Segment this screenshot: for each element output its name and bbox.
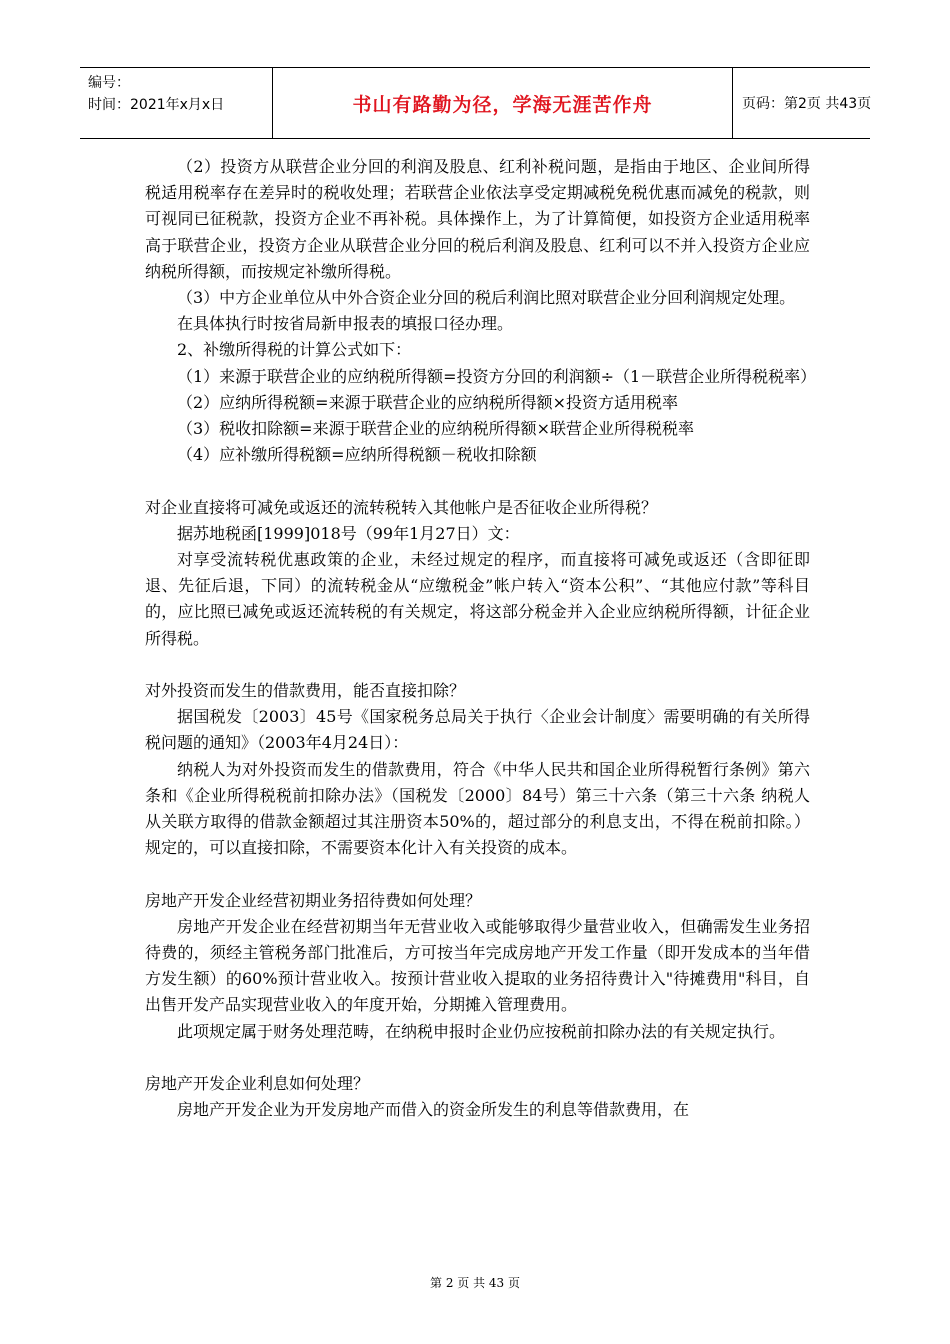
formula-line: （2）应纳所得税额=来源于联营企业的应纳税所得额×投资方适用税率 — [177, 392, 678, 412]
page-header — [80, 67, 870, 139]
header-meta-cell — [80, 68, 273, 138]
document-body — [145, 154, 817, 1123]
header-page-info: 页码：第2页 共43页 — [742, 96, 872, 112]
formula-line: （4）应补缴所得税额=应纳所得税额－税收扣除额 — [177, 445, 537, 465]
paragraph: 对享受流转税优惠政策的企业，未经过规定的程序，而直接将可减免或返还（含即征即退、先征后退，下同）的流转税金从“应缴税金”帐户转入“资本公积”、“其他应付款”等科目的，应比照已减免或返还流转税的有关规定，将这部分税金并入企业应纳税所得额，计征企业所得税。 — [145, 550, 810, 648]
paragraph: 2、补缴所得税的计算公式如下： — [177, 340, 412, 360]
paragraph: 在具体执行时按省局新申报表的填报口径办理。 — [177, 314, 514, 334]
question-heading: 对企业直接将可减免或返还的流转税转入其他帐户是否征收企业所得税？ — [145, 497, 658, 517]
formula-line: （3）税收扣除额=来源于联营企业的应纳税所得额×联营企业所得税税率 — [177, 419, 694, 439]
paragraph: 纳税人为对外投资而发生的借款费用，符合《中华人民共和国企业所得税暂行条例》第六条和《企业所得税税前扣除办法》（国税发〔2000〕84号）第三十六条（第三十六条 纳税人从关联方取得的借款金额超过其注册资本50%的，超过部分的利息支出，不得在税前扣除。）规定的，可以直接扣除，不需要资本化计入有关投资的成本。 — [145, 759, 810, 858]
question-heading: 房地产开发企业经营初期业务招待费如何处理？ — [145, 890, 482, 910]
doc-date-label: 时间：2021年x月x日 — [88, 97, 225, 113]
paragraph: （3）中方企业单位从中外合资企业分回的税后利润比照对联营企业分回利润规定处理。 — [177, 288, 796, 308]
header-motto: 书山有路勤为径，学海无涯苦作舟 — [273, 68, 733, 138]
paragraph: 此项规定属于财务处理范畴，在纳税申报时企业仍应按税前扣除办法的有关规定执行。 — [177, 1021, 786, 1041]
paragraph: （2）投资方从联营企业分回的利润及股息、红利补税问题，是指由于地区、企业间所得税适用税率存在差异时的税收处理；若联营企业依法享受定期减税免税优惠而减免的税款，则可视同已征税款，投资方企业不再补税。具体操作上，为了计算简便，如投资方企业适用税率高于联营企业，投资方企业从联营企业分回的税后利润及股息、红利可以不并入投资方企业应纳税所得额，而按规定补缴所得税。 — [145, 157, 810, 281]
formula-line: （1）来源于联营企业的应纳税所得额=投资方分回的利润额÷（1－联营企业所得税税率） — [177, 366, 817, 386]
paragraph: 据苏地税函[1999]018号（99年1月27日）文： — [177, 523, 520, 543]
paragraph: 据国税发〔2003〕45号《国家税务总局关于执行〈企业会计制度〉需要明确的有关所得税问题的通知》（2003年4月24日）： — [145, 707, 810, 753]
question-heading: 房地产开发企业利息如何处理？ — [145, 1074, 370, 1094]
doc-number-label: 编号： — [88, 75, 130, 91]
question-heading: 对外投资而发生的借款费用，能否直接扣除？ — [145, 681, 466, 701]
paragraph: 房地产开发企业在经营初期当年无营业收入或能够取得少量营业收入，但确需发生业务招待费的，须经主管税务部门批准后，方可按当年完成房地产开发工作量（即开发成本的当年借方发生额）的60%预计营业收入。按预计营业收入提取的业务招待费计入"待摊费用"科目，自出售开发产品实现营业收入的年度开始，分期摊入管理费用。 — [145, 916, 810, 1015]
paragraph: 房地产开发企业为开发房地产而借入的资金所发生的利息等借款费用，在 — [177, 1100, 690, 1120]
page-footer: 第 2 页 共 43 页 — [430, 1276, 520, 1290]
